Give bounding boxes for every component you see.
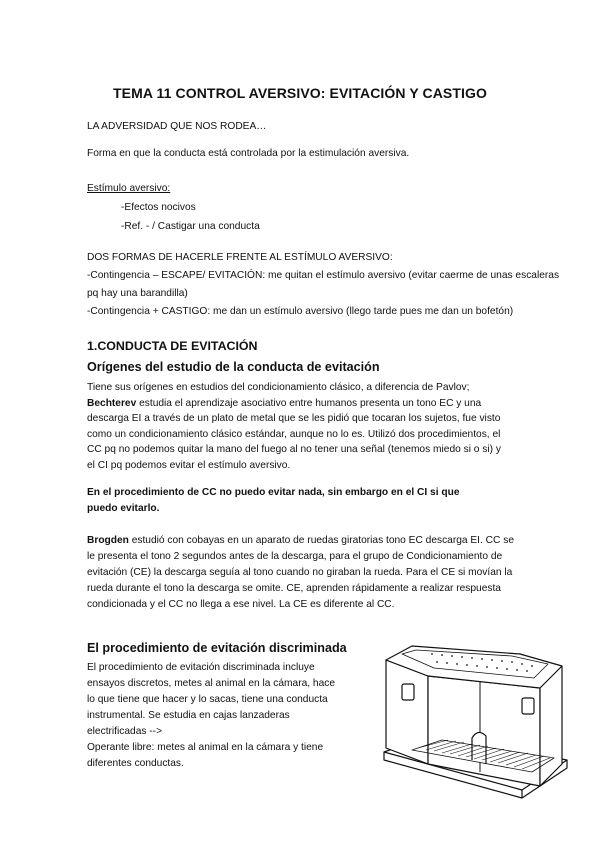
front-wall bbox=[428, 676, 540, 786]
brogden-paragraph bbox=[87, 533, 514, 613]
text-line: instrumental. Se estudia en cajas lanzaderas bbox=[87, 710, 290, 721]
formas-line: -Contingencia – ESCAPE/ EVITACIÓN: me quitan el estímulo aversivo (evitar caerme de unas escaleras bbox=[87, 270, 560, 281]
lamp-right bbox=[522, 698, 534, 714]
text-line: rueda durante el tono la descarga se omite. CE, aprenden rápidamente a realizar respuesta bbox=[87, 583, 501, 594]
text-line: CC pq no podemos quitar la mano del fuego al no tener una señal (tenemos miedo si o si) y bbox=[87, 444, 501, 455]
text-line: como un condicionamiento clásico estándar, aunque no lo es. Utilizó dos procedimientos, el bbox=[87, 428, 501, 440]
page-title: TEMA 11 CONTROL AVERSIVO: EVITACIÓN Y CASTIGO bbox=[113, 85, 487, 101]
section1-heading: 1.CONDUCTA DE EVITACIÓN bbox=[87, 339, 258, 353]
text-line: Operante libre: metes al animal en la cámara y tiene bbox=[87, 742, 324, 753]
formas-line: -Contingencia + CASTIGO: me dan un estímulo aversivo (llego tarde pues me dan un bofetón) bbox=[87, 306, 514, 317]
section2-heading: El procedimiento de evitación discriminada bbox=[87, 641, 347, 655]
estimulo-item: -Ref. - / Castigar una conducta bbox=[121, 221, 260, 232]
text-line: En el procedimiento de CC no puedo evitar nada, sin embargo en el CI si que bbox=[87, 487, 460, 498]
bold-statement bbox=[87, 485, 459, 516]
formas-line: pq hay una barandilla) bbox=[87, 288, 188, 299]
intro-line-2: Forma en que la conducta está controlada por la estimulación aversiva. bbox=[87, 148, 410, 159]
text-line bbox=[87, 533, 514, 549]
text-line: el CI pq podemos evitar el estímulo aversivo. bbox=[87, 459, 291, 471]
text-line: puedo evitarlo. bbox=[87, 502, 160, 514]
text-line: Tiene sus orígenes en estudios del condicionamiento clásico, a diferencia de Pavlov; bbox=[87, 382, 470, 393]
text-line: diferentes conductas. bbox=[87, 758, 184, 769]
text-span: estudió con cobayas en un aparato de ruedas giratorias tono EC descarga EI. CC se bbox=[128, 535, 514, 546]
text-line: condicionada y el CC no llega a ese nivel. La CE es diferente al CC. bbox=[87, 599, 395, 610]
estimulo-heading: Estímulo aversivo: bbox=[87, 183, 171, 194]
lamp-left bbox=[402, 684, 414, 700]
brogden-name: Brogden bbox=[87, 535, 129, 546]
text-line bbox=[87, 396, 501, 412]
text-line: evitación (CE) la descarga seguía al tono cuando no giraban la rueda. Para el CE si movían la bbox=[87, 567, 513, 578]
text-line: le presenta el tono 2 segundos antes de la descarga, para el grupo de Condicionamiento de bbox=[87, 551, 503, 562]
section1-subheading: Orígenes del estudio de la conducta de evitación bbox=[87, 360, 380, 374]
bechterev-name: Bechterev bbox=[87, 397, 137, 409]
left-wall bbox=[386, 660, 428, 764]
text-line: ensayos discretos, metes al animal en la cámara, hace bbox=[87, 678, 336, 689]
shuttle-box-illustration bbox=[372, 640, 572, 802]
estimulo-item: -Efectos nocivos bbox=[121, 202, 196, 213]
text-span: estudia el aprendizaje asociativo entre humanos presenta un tono EC y una bbox=[136, 397, 482, 409]
section1-paragraph bbox=[87, 380, 501, 473]
text-line: electrificadas --> bbox=[87, 726, 163, 737]
intro-line-1: LA ADVERSIDAD QUE NOS RODEA… bbox=[87, 121, 267, 132]
text-line: lo que tiene que hacer y lo sacas, tiene una conducta bbox=[87, 694, 328, 705]
section2-paragraph bbox=[87, 660, 335, 772]
text-line: descarga EI a través de un plato de metal que se les pidió que tocaran los sujetos, fue visto bbox=[87, 413, 501, 424]
formas-heading: DOS FORMAS DE HACERLE FRENTE AL ESTÍMULO AVERSIVO: bbox=[87, 252, 393, 263]
text-line: El procedimiento de evitación discriminada incluye bbox=[87, 662, 315, 673]
